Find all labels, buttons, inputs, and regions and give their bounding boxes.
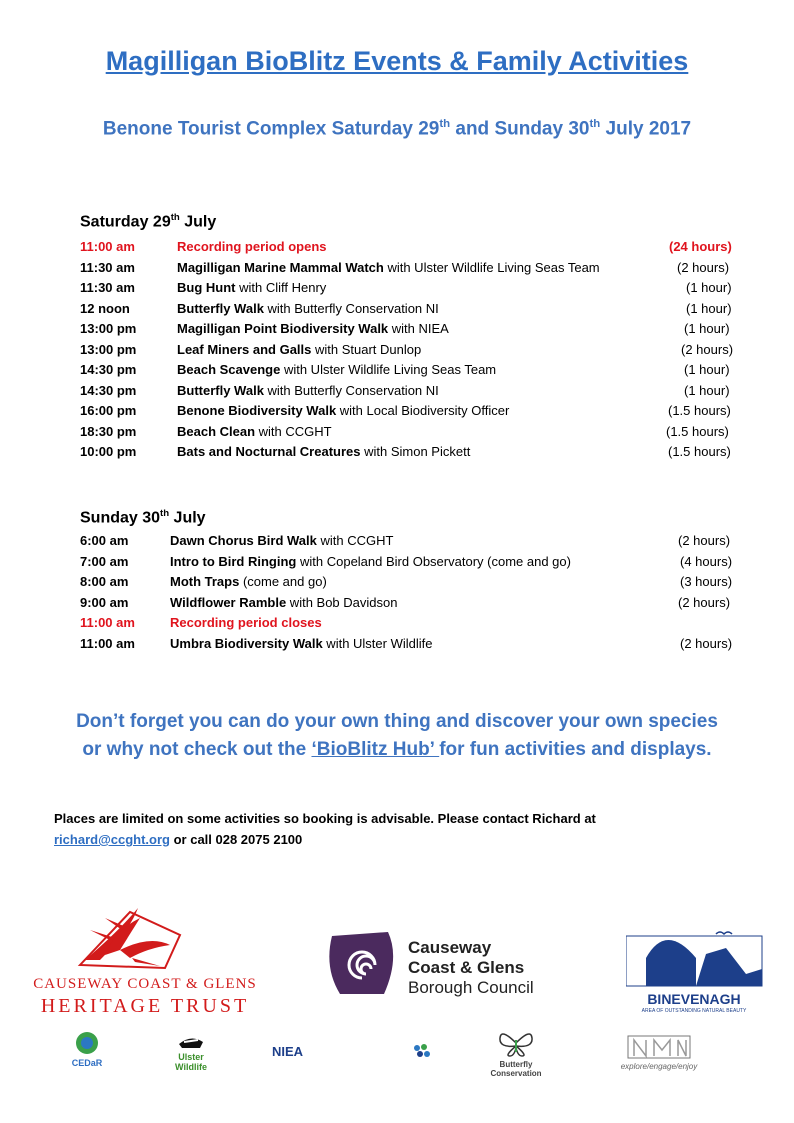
environment-dots-icon [411, 1042, 435, 1060]
email-link[interactable]: richard@ccght.org [54, 832, 170, 847]
page-title: Magilligan BioBlitz Events & Family Activities [105, 46, 689, 76]
heritage-trust-name: CAUSEWAY COAST & GLENS HERITAGE TRUST [33, 976, 257, 1017]
binevenagh-label: BINEVENAGH [647, 991, 741, 1007]
museums-mark-icon [624, 1034, 694, 1060]
national-museums-logo: explore/engage/enjoy [614, 1034, 704, 1071]
heritage-fern-logo [60, 900, 200, 975]
butterfly-icon [496, 1028, 536, 1058]
binevenagh-sublabel: AREA OF OUTSTANDING NATURAL BEAUTY [641, 1008, 747, 1014]
ulster-wildlife-logo: Ulster Wildlife [166, 1034, 216, 1072]
saturday-heading: Saturday 29th July [80, 212, 217, 231]
event-subtitle: Benone Tourist Complex Saturday 29th and Sunday 30th July 2017 [102, 118, 692, 140]
callout-text: Don’t forget you can do your own thing and discover your own species or why not check out the ‘BioBlitz Hub’ for fun activities and displays. [76, 711, 718, 760]
environment-logo [378, 1042, 468, 1062]
sunday-heading: Sunday 30th July [80, 508, 206, 527]
council-logo [322, 928, 402, 1000]
council-name: Causeway Coast & Glens Borough Council [408, 938, 534, 997]
bioblitz-hub-link: ‘BioBlitz Hub’ [311, 739, 440, 760]
butterfly-conservation-logo: Butterfly Conservation [486, 1028, 546, 1078]
badger-icon [178, 1034, 204, 1050]
binevenagh-logo [626, 914, 764, 1014]
niea-logo: NIEA [272, 1044, 304, 1059]
cedar-logo: CEDaR [62, 1030, 112, 1068]
cedar-globe-icon [67, 1030, 107, 1056]
booking-note: Places are limited on some activities so booking is advisable. Please contact Richard at richard@ccght.org or call 028 2075 2100 [54, 811, 596, 847]
